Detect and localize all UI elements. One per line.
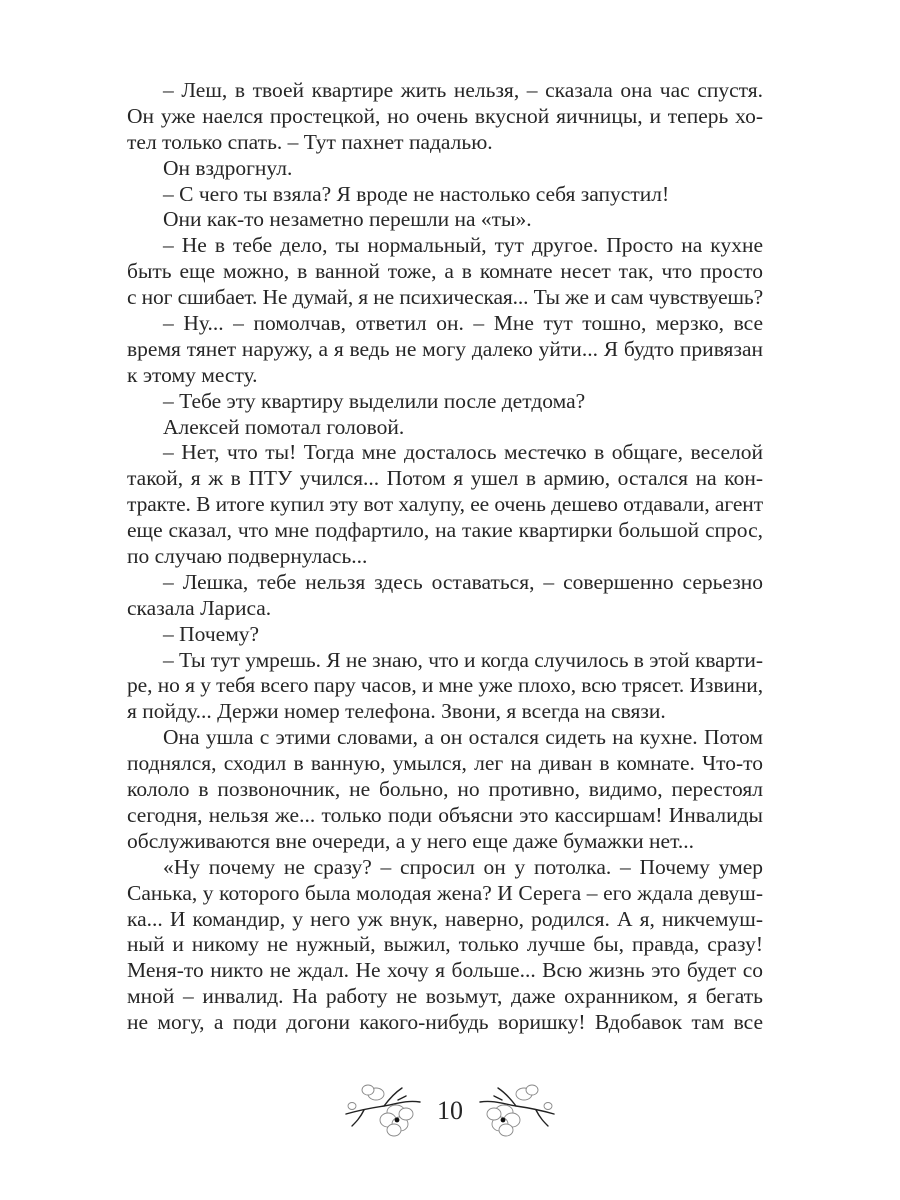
text-line: Санька, у которого была молодая жена? И Серега – его ждала девуш- <box>127 880 763 905</box>
text-line: – С чего ты взяла? Я вроде не настолько себя запустил! <box>163 181 670 206</box>
text-line: – Почему? <box>163 621 260 646</box>
page-footer <box>340 1080 560 1140</box>
text-line: – Не в тебе дело, ты нормальный, тут другое. Просто на кухне <box>163 233 763 258</box>
text-line: к этому месту. <box>127 362 258 387</box>
text-line: сказала Лариса. <box>127 595 272 620</box>
text-line: время тянет наружу, а я ведь не могу далеко уйти... Я будто привязан <box>127 336 763 361</box>
text-line: сегодня, нельзя же... только поди объясни это кассиршам! Инвалиды <box>127 802 763 827</box>
text-line: Меня-то никто не ждал. Не хочу я больше... Всю жизнь это будет со <box>127 958 763 983</box>
text-line: – Ты тут умрешь. Я не знаю, что и когда случилось в этой кварти- <box>163 647 763 672</box>
text-line: ный и никому не нужный, выжил, только лучше бы, правда, сразу! <box>127 932 763 957</box>
text-line: я пойду... Держи номер телефона. Звони, я всегда на связи. <box>127 699 666 724</box>
text-line: Они как-то незаметно перешли на «ты». <box>163 207 532 232</box>
text-line: тел только спать. – Тут пахнет падалью. <box>127 129 493 154</box>
text-line: – Нет, что ты! Тогда мне досталось местечко в общаге, веселой <box>163 440 763 465</box>
cherry-blossom-branch-icon <box>470 1080 560 1140</box>
text-line: Она ушла с этими словами, а он остался сидеть на кухне. Потом <box>163 725 763 750</box>
text-line: – Ну... – помолчав, ответил он. – Мне тут тошно, мерзко, все <box>163 311 763 336</box>
text-line: «Ну почему не сразу? – спросил он у потолка. – Почему умер <box>163 854 763 879</box>
text-line: кололо в позвоночник, не больно, но противно, видимо, перестоял <box>127 777 763 802</box>
text-line: – Леш, в твоей квартире жить нельзя, – сказала она час спустя. <box>163 78 763 102</box>
text-line: с ног сшибает. Не думай, я не психическая... Ты же и сам чувствуешь? <box>127 285 763 310</box>
text-line: не могу, а поди догони какого-нибудь воришку! Вдобавок там все <box>127 1010 763 1035</box>
text-line: ре, но я у тебя всего пару часов, и мне уже плохо, всю трясет. Извини, <box>127 673 763 698</box>
text-line: такой, я ж в ПТУ учился... Потом я ушел в армию, остался на кон- <box>127 466 763 491</box>
text-line: Алексей помотал головой. <box>163 414 405 439</box>
text-line: Он уже наелся простецкой, но очень вкусной яичницы, и теперь хо- <box>127 103 763 128</box>
text-line: тракте. В итоге купил эту вот халупу, ее очень дешево отдавали, агент <box>127 492 763 517</box>
text-line: Он вздрогнул. <box>163 155 293 180</box>
text-line: ка... И командир, у него уж внук, наверно, родился. А я, никчемуш- <box>127 906 763 931</box>
text-line: еще сказал, что мне подфартило, на такие квартирки большой спрос, <box>127 518 763 543</box>
text-line: быть еще можно, в ванной тоже, а в комнате несет так, что просто <box>127 259 763 284</box>
text-line: – Лешка, тебе нельзя здесь оставаться, – совершенно серьезно <box>163 569 763 594</box>
text-line: мной – инвалид. На работу не возьмут, даже охранником, я бегать <box>127 984 763 1009</box>
body-text <box>127 78 763 1036</box>
text-line: по случаю подвернулась... <box>127 544 368 569</box>
page-number: 10 <box>437 1096 463 1125</box>
text-line: – Тебе эту квартиру выделили после детдома? <box>163 388 586 413</box>
text-line: поднялся, сходил в ванную, умылся, лег на диван в комнате. Что-то <box>127 751 763 776</box>
text-line: обслуживаются вне очереди, а у него еще даже бумажки нет... <box>127 828 694 853</box>
